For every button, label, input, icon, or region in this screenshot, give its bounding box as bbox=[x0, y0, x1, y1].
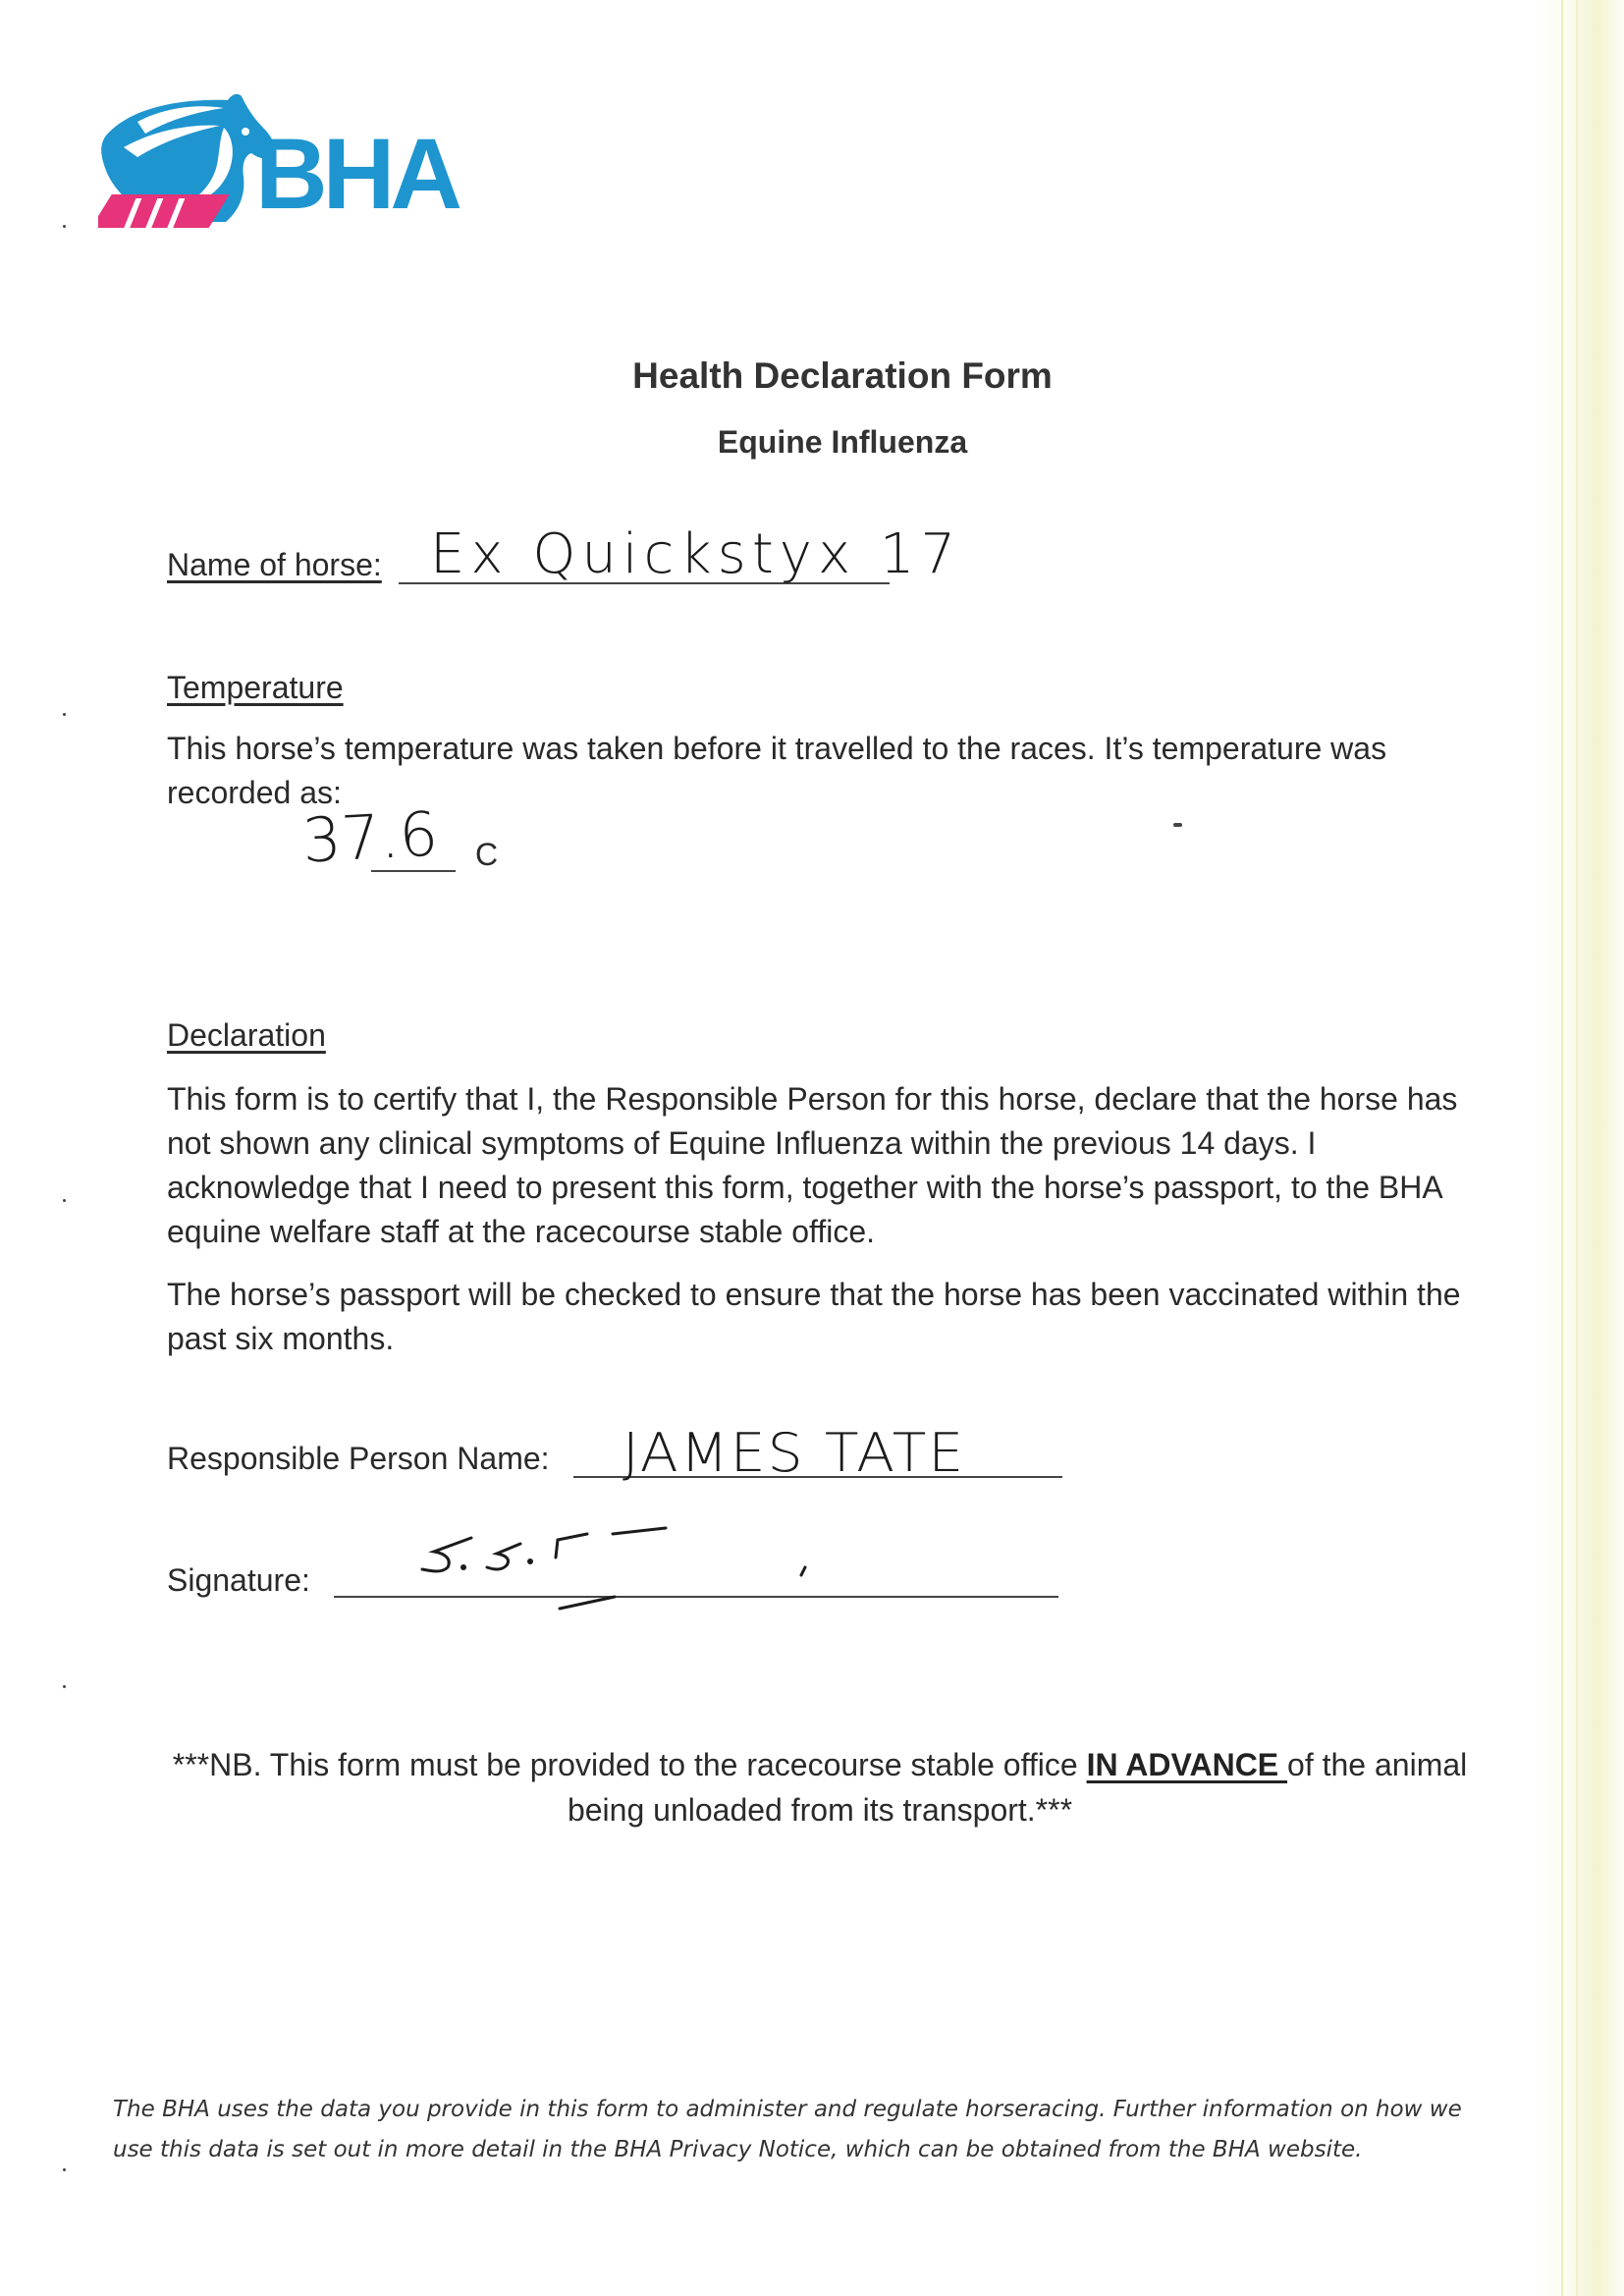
horse-name-label: Name of horse: bbox=[167, 547, 382, 582]
temperature-heading: Temperature bbox=[167, 670, 344, 705]
scan-line bbox=[1576, 0, 1578, 2296]
scan-edge-shading bbox=[1536, 0, 1624, 2296]
declaration-paragraph: This form is to certify that I, the Responsible Person for this horse, declare that the horse has not shown any clinical symptoms of Equine Influenza within the previous 14 days. I acknowledge that I need to present this form, together with the horse’s passport, to the BHA equine welfare staff at the racecourse stable office. bbox=[167, 1081, 1458, 1249]
signature-scribble[interactable] bbox=[412, 1524, 825, 1622]
scan-speck bbox=[1173, 823, 1182, 827]
scan-speck bbox=[63, 225, 66, 228]
form-subtitle: Equine Influenza bbox=[717, 424, 968, 460]
temperature-line bbox=[371, 870, 456, 872]
scan-speck bbox=[63, 1199, 66, 1202]
passport-paragraph: The horse’s passport will be checked to ensure that the horse has been vaccinated within the past six months. bbox=[167, 1277, 1461, 1356]
scan-speck bbox=[63, 2168, 66, 2171]
temperature-text: This horse’s temperature was taken before it travelled to the races. It’s temperature was recorded as: bbox=[167, 731, 1387, 810]
scan-speck bbox=[63, 1685, 66, 1688]
responsible-person-handwritten[interactable]: JAMES TATE bbox=[623, 1422, 966, 1484]
horse-name-handwritten[interactable]: Ex Quickstyx 17 bbox=[430, 522, 962, 586]
declaration-heading: Declaration bbox=[167, 1017, 326, 1053]
logo-wordmark: BHA bbox=[255, 118, 458, 230]
nb-notice: ***NB. This form must be provided to the racecourse stable office IN ADVANCE of the animal being unloaded from its transport.*** bbox=[172, 1747, 1468, 1828]
scan-speck bbox=[63, 713, 66, 716]
temperature-unit: C bbox=[475, 837, 499, 872]
responsible-person-label: Responsible Person Name: bbox=[167, 1441, 550, 1476]
horse-head-emblem bbox=[98, 94, 274, 232]
privacy-footer: The BHA uses the data you provide in this form to administer and regulate horseracing. Further information on how we use this data is set out in more detail in the BHA Privacy Notice, which can be obtained from the BHA website. bbox=[113, 2097, 1462, 2162]
nb-emphasis: IN ADVANCE bbox=[1086, 1747, 1288, 1782]
signature-label: Signature: bbox=[167, 1562, 310, 1598]
form-title: Health Declaration Form bbox=[632, 355, 1053, 396]
temperature-handwritten[interactable]: 37.6 bbox=[300, 797, 440, 877]
bha-logo bbox=[98, 92, 491, 240]
scan-line bbox=[1561, 0, 1563, 2296]
